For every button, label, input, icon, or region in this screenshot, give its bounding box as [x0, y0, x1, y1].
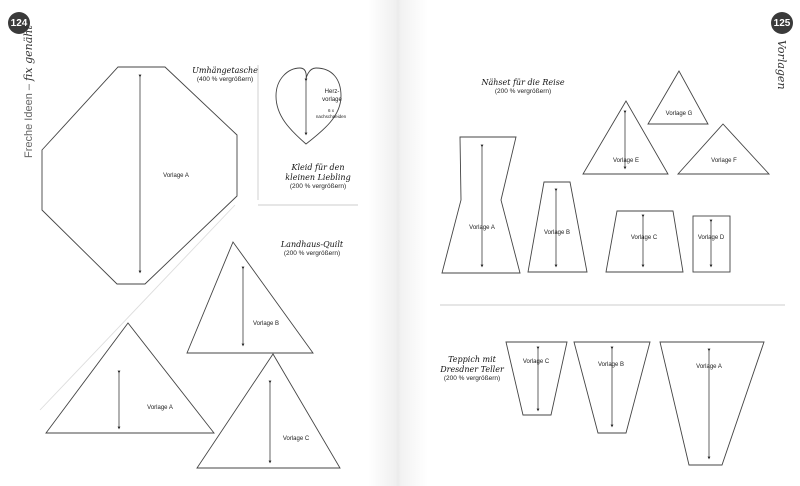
page-number-right: 125	[771, 12, 793, 34]
label-quilt-c: Vorlage C	[282, 436, 310, 442]
bag-template-octagon	[42, 67, 237, 284]
quilt-triangle-b	[187, 242, 313, 353]
label-naehset-e: Vorlage E	[612, 158, 640, 164]
teppich-template-c	[506, 342, 567, 415]
section-umhaengetasche-title: Umhängetasche	[192, 66, 258, 75]
section-naehset	[478, 78, 568, 96]
section-teppich-scale: (200 % vergrößern)	[443, 375, 501, 382]
naehset-template-f	[678, 124, 769, 174]
label-teppich-c: Vorlage C	[522, 359, 550, 365]
label-teppich-b: Vorlage B	[597, 362, 625, 368]
section-teppich-title-1: Teppich mit	[448, 355, 496, 364]
section-naehset-title: Nähset für die Reise	[481, 78, 565, 87]
section-teppich-title-2: Dresdner Teller	[440, 365, 504, 374]
teppich-template-a	[660, 342, 764, 465]
section-landhaus	[272, 240, 352, 258]
section-kleid-title-1: Kleid für den	[291, 163, 345, 172]
naehset-template-b	[528, 182, 587, 272]
label-heart-line2: vorlage	[322, 97, 342, 103]
label-heart-note2: nachschneiden	[315, 114, 347, 119]
label-naehset-d: Vorlage D	[697, 235, 725, 241]
left-side-title-plain: Freche Ideen –	[23, 80, 35, 158]
section-kleid-scale: (200 % vergrößern)	[289, 183, 347, 190]
quilt-triangle-a	[46, 323, 214, 433]
label-naehset-g: Vorlage G	[665, 111, 693, 117]
label-naehset-c: Vorlage C	[630, 235, 658, 241]
section-landhaus-title: Landhaus-Quilt	[280, 240, 344, 249]
right-side-title-script: Vorlagen	[775, 40, 788, 90]
label-heart-note1: 6 x	[327, 108, 335, 113]
section-teppich	[434, 355, 510, 383]
naehset-template-a	[442, 137, 520, 273]
label-teppich-a: Vorlage A	[696, 364, 722, 370]
section-kleid	[278, 163, 358, 191]
page-number-left: 124	[8, 12, 30, 34]
naehset-template-d	[693, 216, 730, 272]
section-umhaengetasche-scale: (400 % vergrößern)	[196, 76, 254, 83]
label-quilt-a: Vorlage A	[147, 405, 173, 411]
quilt-triangle-c	[197, 354, 340, 468]
label-naehset-f: Vorlage F	[711, 158, 737, 164]
naehset-template-c	[606, 211, 683, 272]
section-kleid-title-2: kleinen Liebling	[285, 173, 351, 182]
section-umhaengetasche	[190, 66, 260, 84]
section-landhaus-scale: (200 % vergrößern)	[283, 250, 341, 257]
left-side-title-script: fix genäht	[22, 25, 35, 81]
label-heart-line1: Herz-	[324, 89, 340, 95]
label-naehset-a: Vorlage A	[469, 225, 495, 231]
heart-template	[276, 68, 341, 144]
label-bag-vorlage-a: Vorlage A	[163, 173, 189, 179]
label-naehset-b: Vorlage B	[543, 230, 571, 236]
section-naehset-scale: (200 % vergrößern)	[494, 88, 552, 95]
label-quilt-b: Vorlage B	[252, 321, 280, 327]
